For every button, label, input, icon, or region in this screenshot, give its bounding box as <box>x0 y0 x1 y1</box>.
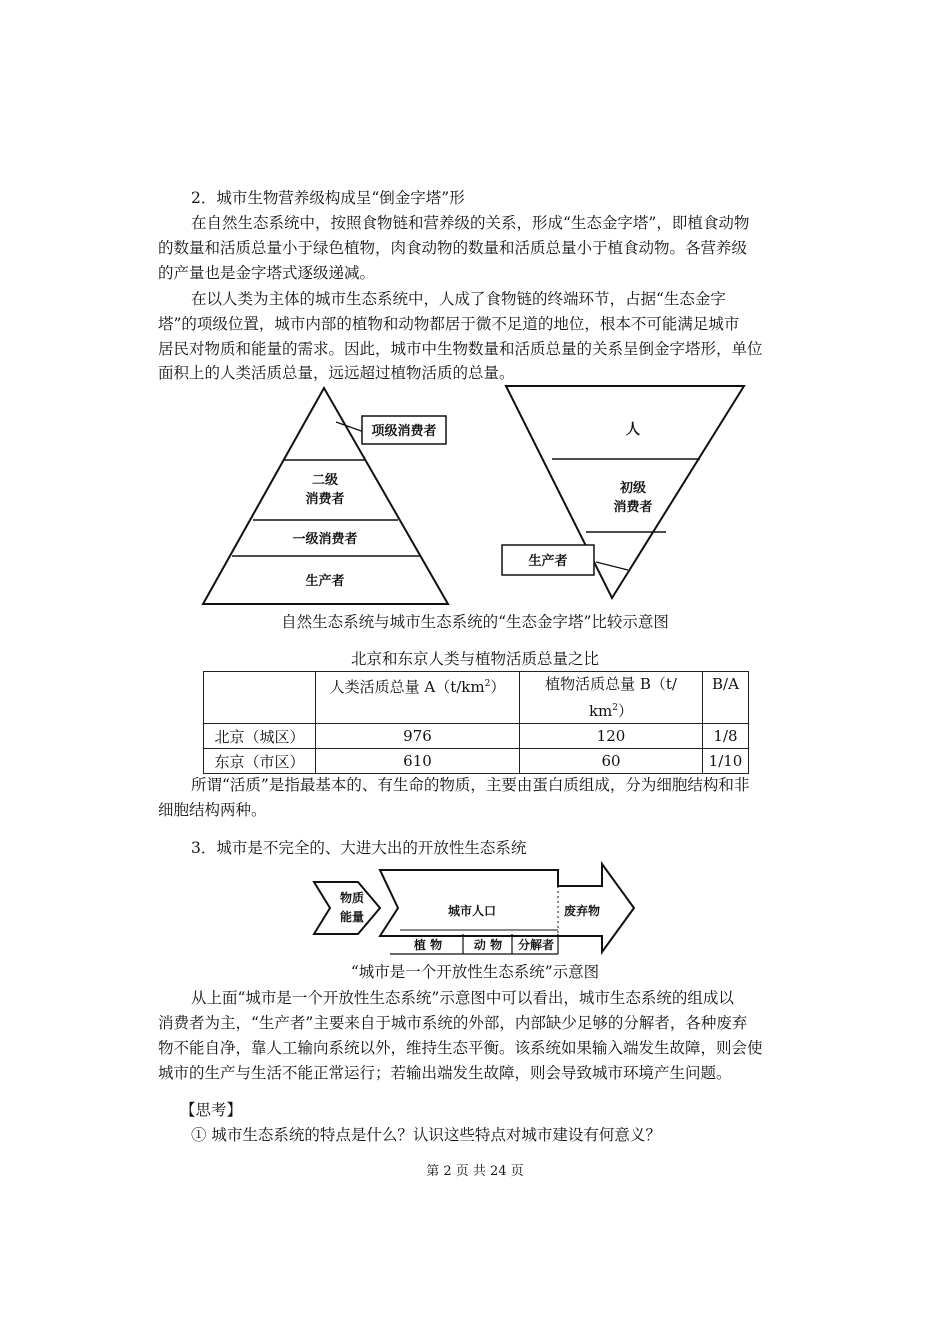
think-title: 【思考】 <box>180 1101 243 1119</box>
secondary-consumer-line2: 消费者 <box>305 492 345 507</box>
table-caption: 北京和东京人类与植物活质总量之比 <box>350 650 599 668</box>
paragraph-line: 城市的生产与生活不能正常运行；若输出端发生故障，则会导致城市环境产生问题。 <box>158 1064 732 1082</box>
table-cell-b: 60 <box>520 749 703 774</box>
table-row <box>204 749 749 774</box>
paragraph-line: 塔”的项级位置，城市内部的植物和动物都居于微不足道的地位，根本不可能满足城市 <box>158 315 740 333</box>
paragraph-line: 消费者为主，“生产者”主要来自于城市系统的外部，内部缺少足够的分解者，各种废弃 <box>158 1014 748 1032</box>
open-system-caption: “城市是一个开放性生态系统”示意图 <box>350 963 600 981</box>
table-cell-a: 610 <box>316 749 520 774</box>
table-cell-b: 120 <box>520 724 703 749</box>
urban-primary-line2: 消费者 <box>613 500 653 515</box>
open-system-diagram <box>300 860 650 960</box>
table-cell-city: 东京（市区） <box>204 749 316 774</box>
paragraph-line: 所谓“活质”是指最基本的、有生命的物质，主要由蛋白质组成，分为细胞结构和非 <box>191 776 750 794</box>
natural-pyramid <box>203 388 448 604</box>
urban-producer-label: 生产者 <box>528 554 568 569</box>
paragraph-line: 的数量和活质总量小于绿色植物，肉食动物的数量和活质总量小于植食动物。各营养级 <box>158 239 748 257</box>
pyramid-caption: 自然生态系统与城市生态系统的“生态金字塔”比较示意图 <box>281 613 669 631</box>
paragraph-line: 细胞结构两种。 <box>158 801 267 819</box>
table-row <box>204 724 749 749</box>
paragraph-line: 在以人类为主体的城市生态系统中，人成了食物链的终端环节，占据“生态金字 <box>191 290 726 308</box>
input-line2: 能量 <box>339 910 365 924</box>
population-label: 城市人口 <box>447 904 497 918</box>
table-header-ratio: B/A <box>703 672 749 724</box>
table-cell-ratio: 1/8 <box>703 724 749 749</box>
table-header-a: 人类活质总量 $A(t/km^2)$ <box>316 672 520 724</box>
primary-consumer-label: 一级消费者 <box>292 532 358 547</box>
producer-label: 生产者 <box>305 574 345 589</box>
decomposers-label: 分解者 <box>517 938 555 952</box>
pyramid-figure <box>0 380 950 610</box>
table-header-b: 植物活质总量 B（t/ $km^2$） <box>520 672 703 724</box>
plants-label: 植 物 <box>413 938 443 952</box>
paragraph-line: 从上面“城市是一个开放性生态系统”示意图中可以看出，城市生态系统的组成以 <box>191 989 734 1007</box>
section-2-heading: 2．城市生物营养级构成呈“倒金字塔”形 <box>191 189 465 207</box>
think-question-1: ① 城市生态系统的特点是什么？认识这些特点对城市建设有何意义？ <box>191 1126 661 1144</box>
page-footer: 第 2 页 共 24 页 <box>426 1164 524 1179</box>
table-cell-a: 976 <box>316 724 520 749</box>
paragraph-line: 居民对物质和能量的需求。因此，城市中生物数量和活质总量的关系呈倒金字塔形，单位 <box>158 340 763 358</box>
secondary-consumer-line1: 二级 <box>311 473 339 488</box>
paragraph-line: 在自然生态系统中，按照食物链和营养级的关系，形成“生态金字塔”，即植食动物 <box>191 214 750 232</box>
input-arrow <box>314 882 380 934</box>
table-cell-city: 北京（城区） <box>204 724 316 749</box>
top-consumer-label: 项级消费者 <box>371 424 437 439</box>
paragraph-line: 物不能自净，靠人工输向系统以外，维持生态平衡。该系统如果输入端发生故障，则会使 <box>158 1039 763 1057</box>
table-cell-ratio: 1/10 <box>703 749 749 774</box>
waste-label: 废弃物 <box>563 904 601 918</box>
table-header-empty <box>204 672 316 724</box>
paragraph-line: 面积上的人类活质总量，远远超过植物活质的总量。 <box>158 364 515 382</box>
input-line1: 物质 <box>339 891 365 905</box>
urban-inverted-pyramid <box>502 386 744 598</box>
urban-primary-line1: 初级 <box>619 481 647 496</box>
animals-label: 动 物 <box>473 938 503 952</box>
section-3-heading: 3．城市是不完全的、大进大出的开放性生态系统 <box>191 839 527 857</box>
paragraph-line: 的产量也是金字塔式逐级递减。 <box>158 264 376 282</box>
table-header-row <box>204 672 749 724</box>
human-label: 人 <box>626 422 640 438</box>
biomass-table <box>203 671 749 774</box>
